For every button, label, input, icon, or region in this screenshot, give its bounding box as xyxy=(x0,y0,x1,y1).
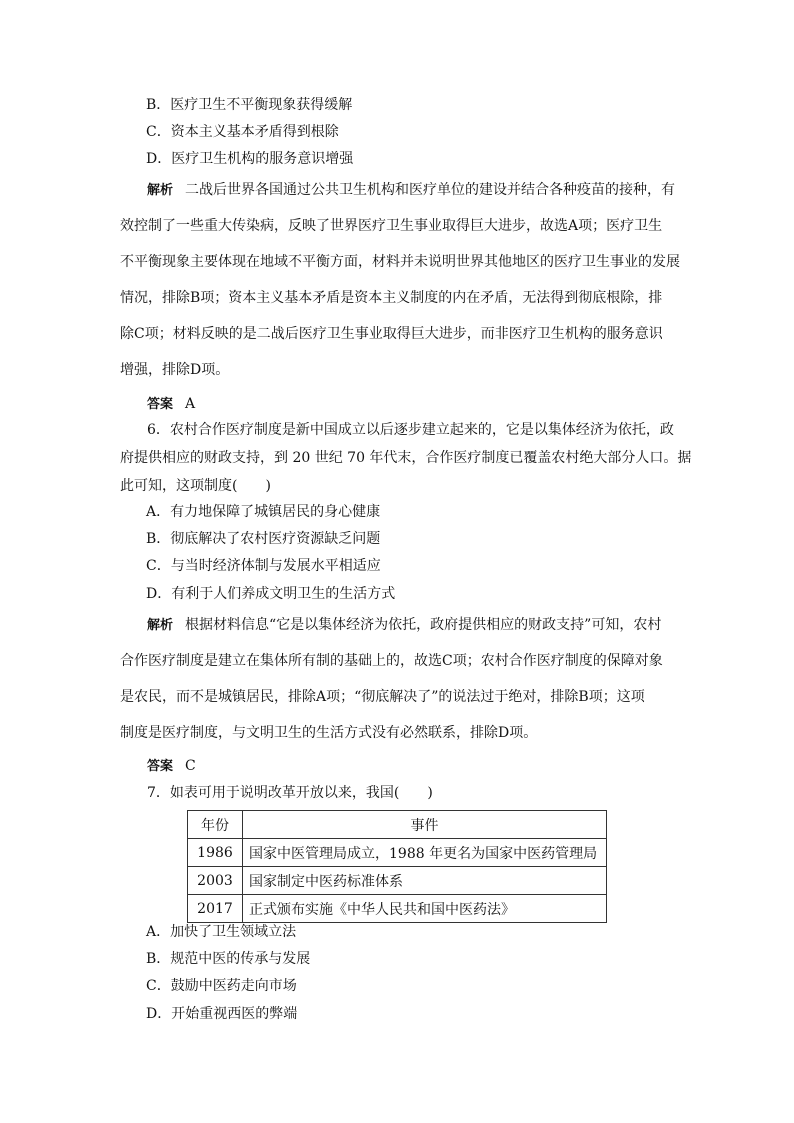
q6-answer xyxy=(147,756,196,777)
table-cell-year: 2003 xyxy=(188,867,243,895)
q5-analysis xyxy=(120,180,680,396)
table-row xyxy=(188,839,607,867)
q7-option-b: B．规范中医的传承与发展 xyxy=(146,951,311,967)
q6-stem xyxy=(120,420,692,504)
q6-option-c: C．与当时经济体制与发展水平相适应 xyxy=(146,558,381,574)
q6-analysis-line: 根据材料信息“它是以集体经济为依托，政府提供相应的财政支持”可知，农村 xyxy=(185,617,662,633)
q6-option-d: D．有利于人们养成文明卫生的生活方式 xyxy=(146,586,396,602)
q6-stem-line: 此可知，这项制度( ) xyxy=(120,478,271,494)
q6-answer-value: C xyxy=(185,758,196,774)
q7-events-table xyxy=(187,810,607,923)
q6-analysis-line: 是农民，而不是城镇居民，排除A项；“彻底解决了”的说法过于绝对，排除B项；这项 xyxy=(120,689,645,705)
q5-analysis-line: 增强，排除D项。 xyxy=(120,362,230,378)
q5-analysis-line: 情况，排除B项；资本主义基本矛盾是资本主义制度的内在矛盾，无法得到彻底根除，排 xyxy=(120,290,663,306)
q6-stem-line: 6．农村合作医疗制度是新中国成立以后逐步建立起来的，它是以集体经济为依托，政 xyxy=(147,422,674,438)
q6-analysis xyxy=(120,615,676,759)
table-row xyxy=(188,895,607,923)
q5-analysis-line: 效控制了一些重大传染病，反映了世界医疗卫生事业取得巨大进步，故选A项；医疗卫生 xyxy=(120,218,663,234)
q5-answer xyxy=(147,394,195,415)
q5-option-c: C．资本主义基本矛盾得到根除 xyxy=(146,124,339,140)
q7-stem: 7．如表可用于说明改革开放以来，我国( ) xyxy=(147,785,433,801)
q7-option-c: C．鼓励中医药走向市场 xyxy=(146,978,297,994)
table-cell-event: 正式颁布实施《中华人民共和国中医药法》 xyxy=(243,895,607,923)
q5-analysis-label: 解析 xyxy=(147,183,174,198)
q6-analysis-label: 解析 xyxy=(147,618,174,633)
table-cell-event: 国家制定中医药标准体系 xyxy=(243,867,607,895)
table-cell-event: 国家中医管理局成立，1988 年更名为国家中医药管理局 xyxy=(243,839,607,867)
q7-option-a: A．加快了卫生领域立法 xyxy=(146,924,297,940)
q6-analysis-line: 合作医疗制度是建立在集体所有制的基础上的，故选C项；农村合作医疗制度的保障对象 xyxy=(120,653,663,669)
table-cell-year: 1986 xyxy=(188,839,243,867)
q6-answer-label: 答案 xyxy=(147,759,174,774)
q5-analysis-line: 除C项；材料反映的是二战后医疗卫生事业取得巨大进步，而非医疗卫生机构的服务意识 xyxy=(120,326,663,342)
q5-answer-label: 答案 xyxy=(147,397,174,412)
q5-analysis-line: 不平衡现象主要体现在地域不平衡方面，材料并未说明世界其他地区的医疗卫生事业的发展 xyxy=(120,254,680,270)
q6-option-a: A．有力地保障了城镇居民的身心健康 xyxy=(146,504,381,520)
table-header-year: 年份 xyxy=(188,811,243,839)
q6-stem-line: 府提供相应的财政支持，到 20 世纪 70 年代末，合作医疗制度已覆盖农村绝大部分人口。据 xyxy=(120,450,692,466)
table-header-row xyxy=(188,811,607,839)
q5-answer-value: A xyxy=(185,396,196,412)
q6-analysis-line: 制度是医疗制度，与文明卫生的生活方式没有必然联系，排除D项。 xyxy=(120,725,538,741)
q6-option-b: B．彻底解决了农村医疗资源缺乏问题 xyxy=(146,531,381,547)
q5-option-d: D．医疗卫生机构的服务意识增强 xyxy=(146,151,354,167)
table-row xyxy=(188,867,607,895)
q7-option-d: D．开始重视西医的弊端 xyxy=(146,1006,298,1022)
table-header-event: 事件 xyxy=(243,811,607,839)
table-cell-year: 2017 xyxy=(188,895,243,923)
q5-analysis-line: 二战后世界各国通过公共卫生机构和医疗单位的建设并结合各种疫苗的接种，有 xyxy=(185,182,676,198)
q5-option-b: B．医疗卫生不平衡现象获得缓解 xyxy=(146,97,353,113)
